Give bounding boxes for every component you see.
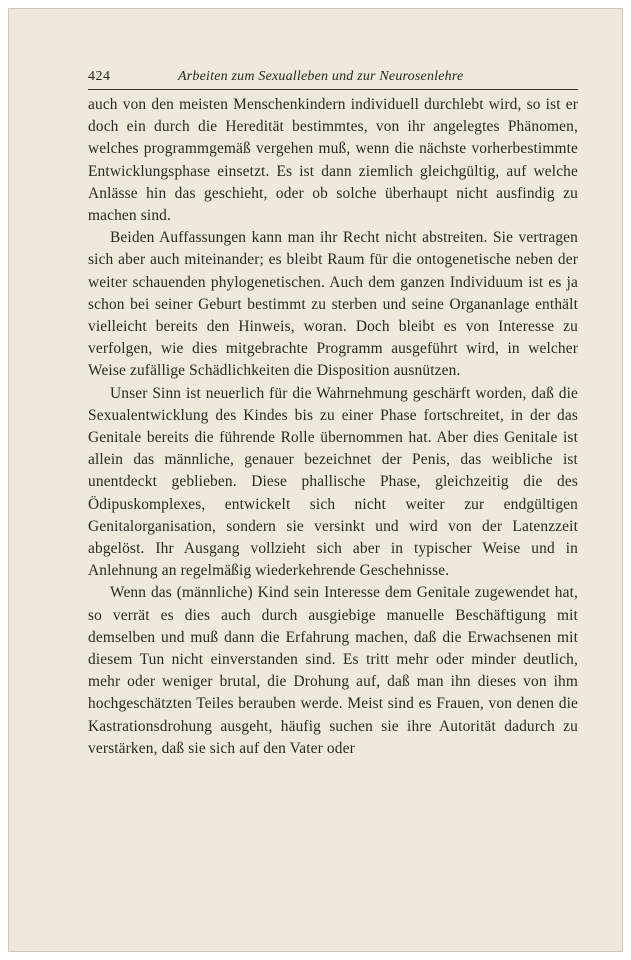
paragraph-continued: auch von den meisten Menschenkindern individuell durchlebt wird, so ist er doch ein durch die Heredität bestimmtes, von ihr angelegtes Phänomen, welches programmgemäß vergehen muß, wenn die nächste vorherbestimmte Entwicklungsphase einsetzt. Es ist dann ziemlich gleichgültig, auf welche Anlässe hin das geschieht, oder ob solche überhaupt nicht ausfindig zu machen sind. xyxy=(88,96,578,225)
paragraph: Unser Sinn ist neuerlich für die Wahrnehmung geschärft worden, daß die Sexualentwicklung des Kindes bis zu einer Phase fortschreitet, in der das Genitale bereits die führende Rolle übernommen hat. Aber dies Genitale ist allein das männliche, genauer bezeichnet der Penis, das weibliche ist unentdeckt geblieben. Diese phallische Phase, gleichzeitig die des Ödipuskomplexes, entwickelt sich nicht weiter zur endgültigen Genitalorganisation, sondern sie versinkt und wird von der Latenzzeit abgelöst. Ihr Ausgang vollzieht sich aber in typischer Weise und in Anlehnung an regelmäßig wiederkehrende Geschehnisse. xyxy=(88,384,578,580)
running-header xyxy=(88,61,578,90)
page-number: 424 xyxy=(88,69,111,84)
running-title: Arbeiten zum Sexualleben und zur Neurosenlehre xyxy=(178,69,464,84)
page-content xyxy=(88,61,578,760)
scanned-page xyxy=(8,8,623,952)
paragraph: Beiden Auffassungen kann man ihr Recht nicht abstreiten. Sie vertragen sich aber auch miteinander; es bleibt Raum für die ontogenetische neben der weiter schauenden phylogenetischen. Auch dem ganzen Individuum ist es ja schon bei seiner Geburt bestimmt zu sterben und seine Organanlage enthält vielleicht bereits den Hinweis, woran. Doch bleibt es von Interesse zu verfolgen, wie dies mitgebrachte Programm ausgeführt wird, in welcher Weise zufällige Schädlichkeiten die Disposition ausnützen. xyxy=(88,229,578,380)
paragraph: Wenn das (männliche) Kind sein Interesse dem Genitale zugewendet hat, so verrät es dies auch durch ausgiebige manuelle Beschäftigung mit demselben und muß dann die Erfahrung machen, daß die Erwachsenen mit diesem Tun nicht einverstanden sind. Es tritt mehr oder minder deutlich, mehr oder weniger brutal, die Drohung auf, daß man ihn dieses von ihm hochgeschätzten Teiles berauben werde. Meist sind es Frauen, von denen die Kastrationsdrohung ausgeht, häufig suchen sie ihre Autorität dadurch zu verstärken, daß sie sich auf den Vater oder xyxy=(88,584,578,757)
body-text xyxy=(88,94,578,760)
